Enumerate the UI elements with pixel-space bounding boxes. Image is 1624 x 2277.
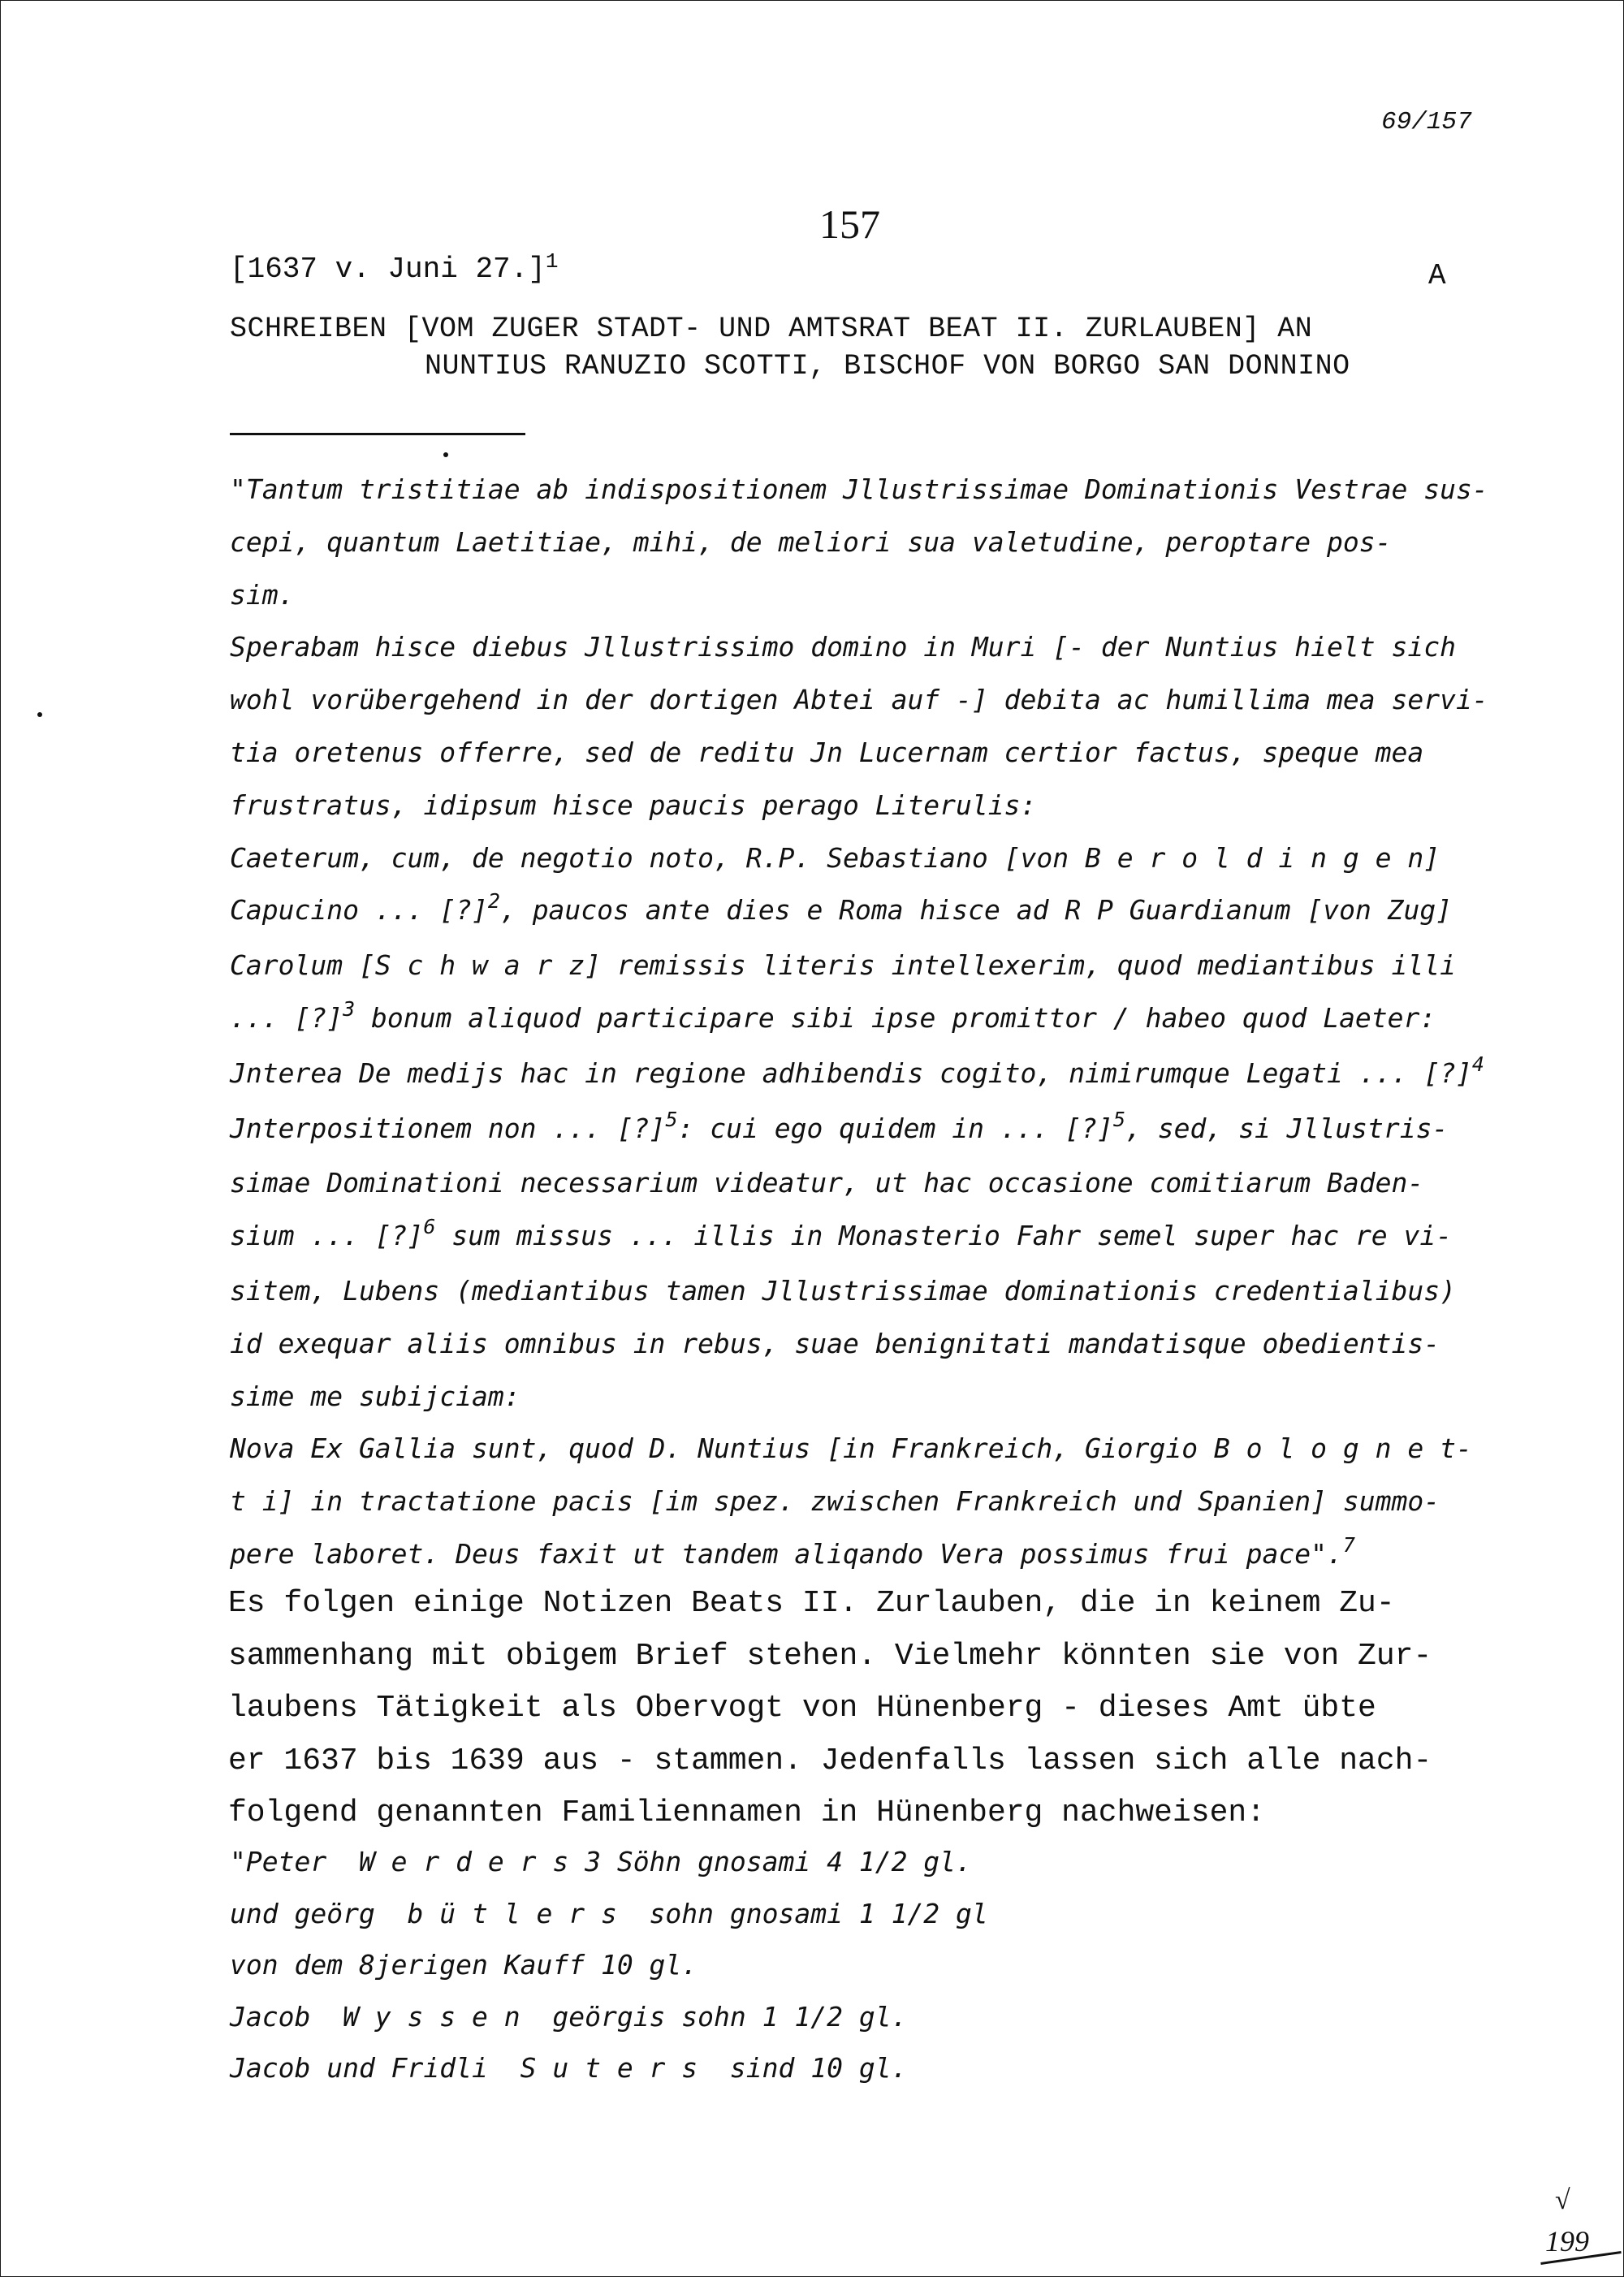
text-line: Jacob W y s s e n geörgis sohn 1 1/2 gl.	[230, 2000, 908, 2033]
text-line: sitem, Lubens (mediantibus tamen Jllustrissimae dominationis credentialibus)	[230, 1274, 1456, 1307]
text-line: sime me subijciam:	[230, 1380, 520, 1412]
separator-rule	[230, 433, 525, 435]
footnote-marker: 7	[1342, 1532, 1355, 1557]
text-line: wohl vorübergehend in der dortigen Abtei auf -] debita ac humillima mea servi-	[230, 684, 1488, 716]
page-reference: 69/157	[1381, 108, 1472, 136]
text-line	[230, 1528, 1513, 1584]
text-line: frustratus, idipsum hisce paucis perago Literulis:	[230, 789, 1037, 821]
text-line: laubens Tätigkeit als Obervogt von Hünenberg - dieses Amt übte	[228, 1691, 1376, 1726]
date-line	[230, 249, 559, 286]
text-line: Es folgen einige Notizen Beats II. Zurlauben, die in keinem Zu-	[228, 1586, 1395, 1621]
heading-line-2: NUNTIUS RANUZIO SCOTTI, BISCHOF VON BORGO SAN DONNINO	[425, 350, 1350, 382]
text-line: sammenhang mit obigem Brief stehen. Vielmehr könnten sie von Zur-	[228, 1638, 1432, 1674]
text-line: und geörg b ü t l e r s sohn gnosami 1 1/2 gl	[230, 1897, 988, 1929]
document-number: 157	[819, 201, 880, 247]
text-line: Caeterum, cum, de negotio noto, R.P. Sebastiano [von B e r o l d i n g e n]	[230, 841, 1440, 874]
text-line	[230, 1103, 1513, 1158]
text-line	[230, 1210, 1513, 1265]
text-line: simae Dominationi necessarium videatur, ut hac occasione comitiarum Baden-	[230, 1167, 1424, 1199]
footnote-marker: 6	[423, 1215, 436, 1239]
text-line: von dem 8jerigen Kauff 10 gl.	[230, 1949, 698, 1981]
text-segment: sium ... [?]	[230, 1220, 424, 1252]
quoted-notes	[230, 1836, 1513, 2094]
date-text: [1637 v. Juni 27.]	[230, 253, 546, 286]
footnote-marker: 5	[1112, 1107, 1125, 1131]
text-segment: sum missus ... illis in Monasterio Fahr semel super hac re vi-	[435, 1220, 1453, 1252]
handwritten-check-mark: √	[1555, 2185, 1570, 2215]
text-line	[230, 992, 1513, 1048]
text-line: Carolum [S c h w a r z] remissis literis intellexerim, quod mediantibus illi	[230, 949, 1456, 982]
text-line: er 1637 bis 1639 aus - stammen. Jedenfalls lassen sich alle nach-	[228, 1743, 1432, 1778]
latin-letter-text	[230, 464, 1513, 1584]
text-segment: , paucos ante dies e Roma hisce ad R P Guardianum [von Zug]	[499, 894, 1453, 927]
text-line: id exequar aliis omnibus in rebus, suae benignitati mandatisque obedientis-	[230, 1327, 1440, 1359]
text-line: Sperabam hisce diebus Jllustrissimo domino in Muri [- der Nuntius hielt sich	[230, 631, 1456, 663]
text-line: "Peter W e r d e r s 3 Söhn gnosami 4 1/2 gl.	[230, 1846, 972, 1877]
text-line: "Tantum tristitiae ab indispositionem Jllustrissimae Dominationis Vestrae sus-	[230, 473, 1488, 505]
handwritten-folio-number: 199	[1545, 2225, 1589, 2258]
footnote-marker: 2	[487, 889, 500, 914]
text-line	[230, 1048, 1513, 1103]
footnote-marker: 3	[343, 996, 356, 1021]
text-line	[230, 884, 1513, 940]
text-line: Nova Ex Gallia sunt, quod D. Nuntius [in Frankreich, Giorgio B o l o g n e t-	[230, 1432, 1472, 1465]
text-line: folgend genannten Familiennamen in Hünenberg nachweisen:	[228, 1795, 1266, 1831]
text-line: t i] in tractatione pacis [im spez. zwischen Frankreich und Spanien] summo-	[230, 1485, 1440, 1518]
text-segment: Jnterpositionem non ... [?]	[230, 1112, 666, 1144]
text-line: cepi, quantum Laetitiae, mihi, de meliori sua valetudine, peroptare pos-	[230, 525, 1392, 558]
text-segment: ... [?]	[230, 1001, 343, 1034]
footnote-marker: 1	[545, 249, 559, 274]
editorial-commentary	[228, 1578, 1527, 1840]
text-segment: Capucino ... [?]	[230, 894, 488, 927]
text-segment: Jnterea De medijs hac in regione adhibendis cogito, nimirumque Legati ... [?]	[230, 1056, 1472, 1089]
text-segment: bonum aliquod participare sibi ipse promittor / habeo quod Laeter:	[355, 1001, 1436, 1034]
footnote-marker: 4	[1471, 1052, 1484, 1076]
ink-dot	[443, 452, 448, 457]
text-segment: pere laboret. Deus faxit ut tandem aliqando Vera possimus frui pace".	[230, 1537, 1343, 1570]
ink-dot	[37, 712, 42, 717]
footnote-marker: 5	[665, 1107, 678, 1131]
text-line: sim.	[230, 578, 295, 611]
heading-line-1: SCHREIBEN [VOM ZUGER STADT- UND AMTSRAT BEAT II. ZURLAUBEN] AN	[230, 313, 1313, 345]
text-line: tia oretenus offerre, sed de reditu Jn Lucernam certior factus, speque mea	[230, 736, 1424, 768]
text-segment: , sed, si Jllustris-	[1125, 1112, 1449, 1144]
document-type-letter: A	[1428, 259, 1446, 292]
text-line: Jacob und Fridli S u t e r s sind 10 gl.	[230, 2052, 908, 2084]
text-segment: : cui ego quidem in ... [?]	[677, 1112, 1113, 1144]
